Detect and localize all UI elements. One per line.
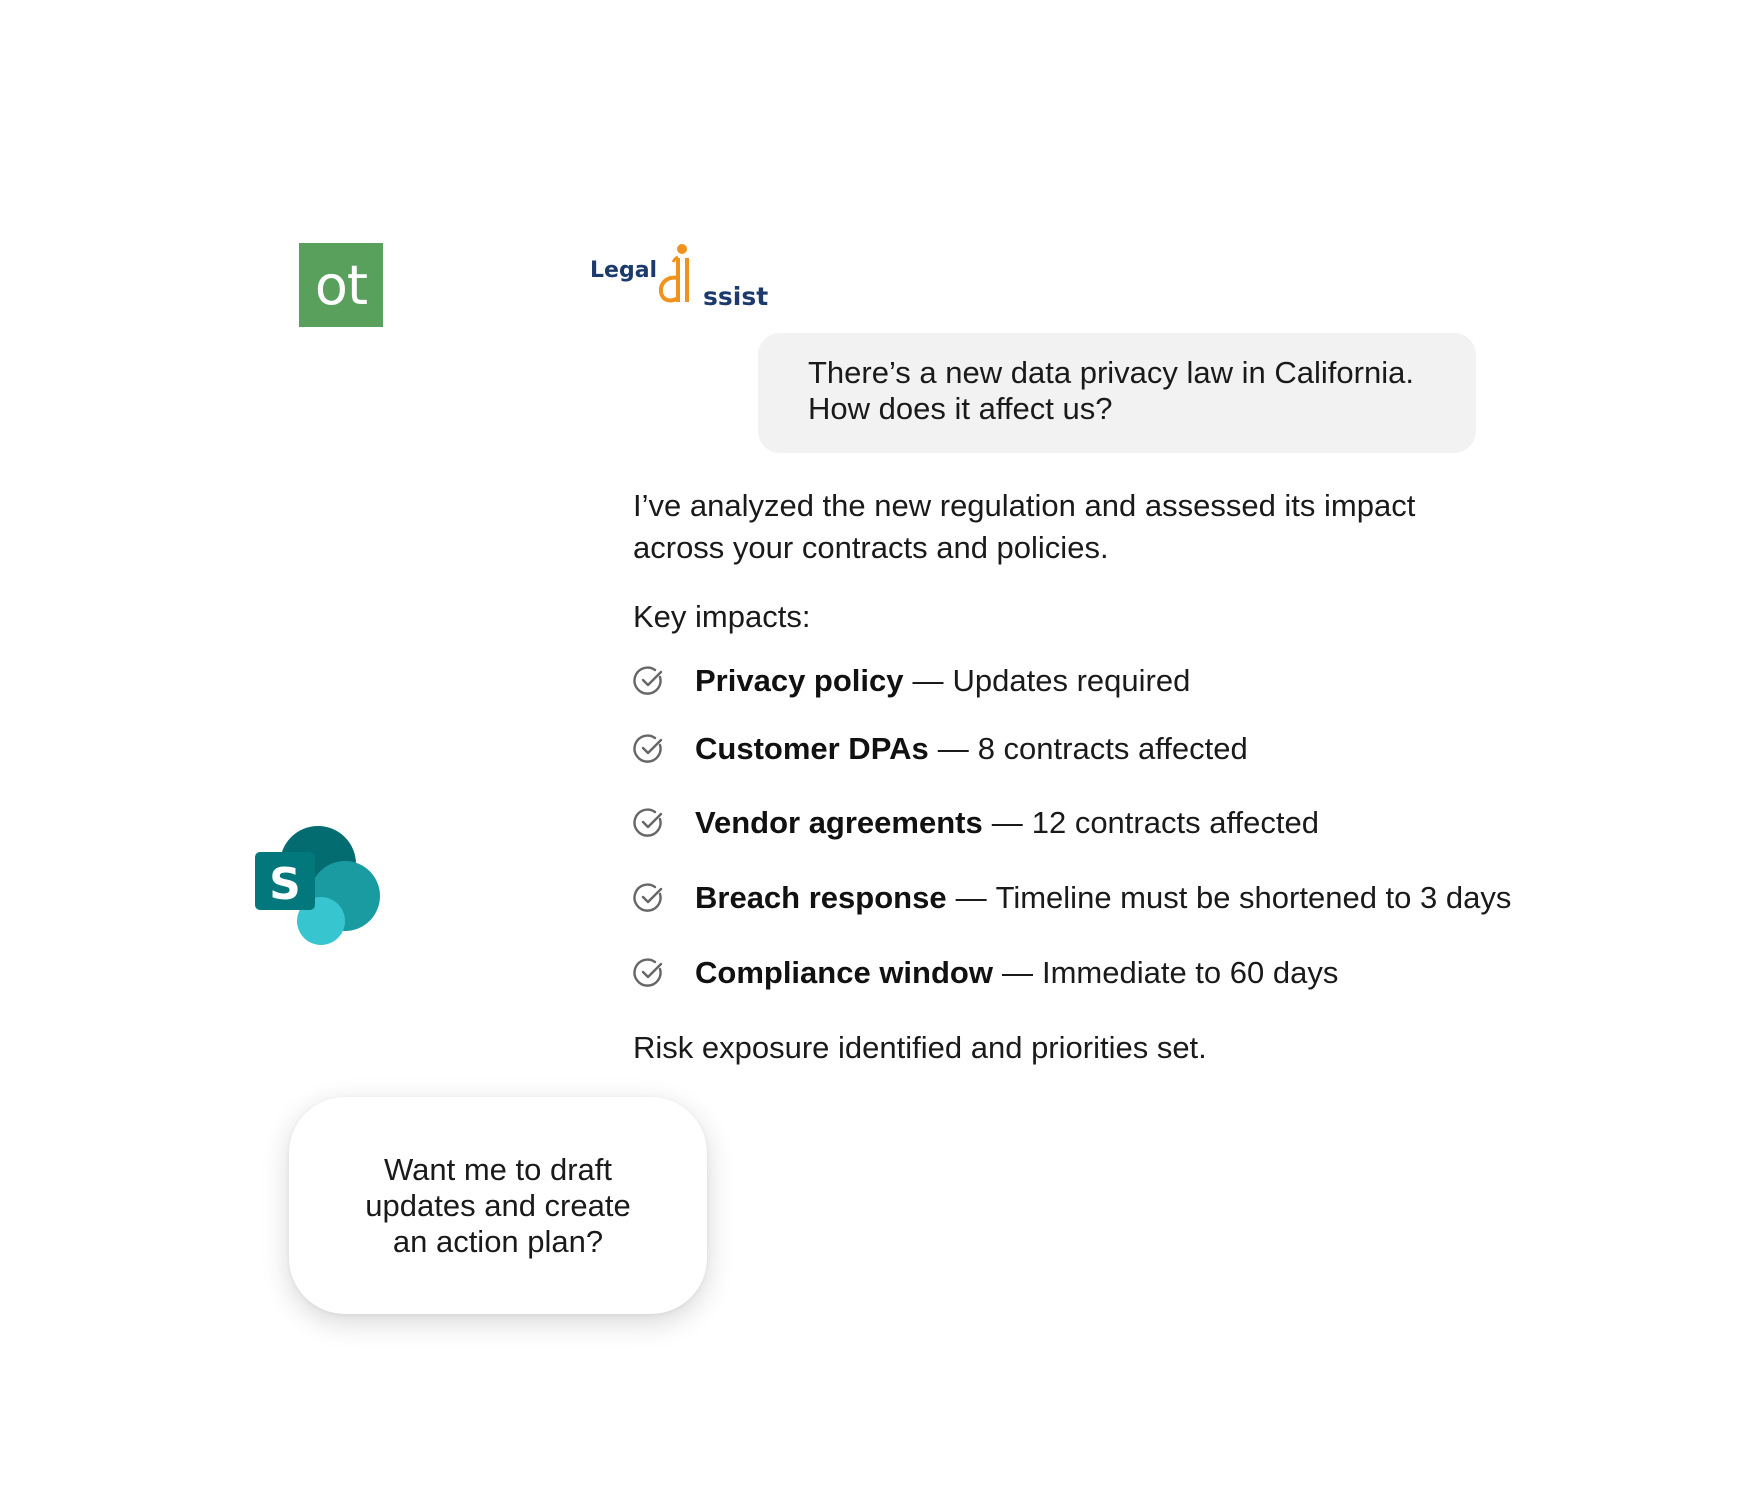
assistant-reply bbox=[633, 485, 1633, 1065]
impact-detail: 12 contracts affected bbox=[1031, 805, 1319, 840]
legal-assist-logo-word2: ssist bbox=[703, 282, 769, 311]
impact-item bbox=[633, 729, 1248, 769]
impact-separator: — bbox=[991, 805, 1023, 840]
sharepoint-logo-icon bbox=[255, 825, 380, 945]
ot-logo bbox=[299, 243, 383, 327]
check-circle-icon bbox=[633, 957, 665, 989]
impact-detail: Timeline must be shortened to 3 days bbox=[995, 880, 1512, 915]
impact-separator: — bbox=[912, 663, 944, 698]
user-message-bubble bbox=[758, 333, 1476, 453]
impact-name: Breach response bbox=[695, 880, 947, 915]
impact-item bbox=[633, 661, 1190, 701]
legal-assist-a-mark-icon bbox=[656, 242, 700, 306]
legal-assist-logo bbox=[590, 242, 769, 314]
check-circle-icon bbox=[633, 733, 665, 765]
check-circle-icon bbox=[633, 665, 665, 697]
check-circle-icon bbox=[633, 882, 665, 914]
impact-item bbox=[633, 953, 1338, 993]
impact-separator: — bbox=[1001, 955, 1033, 990]
impact-separator: — bbox=[937, 731, 969, 766]
impact-name: Compliance window bbox=[695, 955, 993, 990]
legal-assist-logo-word1: Legal bbox=[590, 258, 658, 283]
followup-text: Want me to draft updates and create an action plan? bbox=[365, 1151, 631, 1259]
user-message-text: There’s a new data privacy law in California. How does it affect us? bbox=[808, 355, 1414, 426]
impact-item bbox=[633, 803, 1319, 843]
key-impacts-label: Key impacts: bbox=[633, 599, 811, 634]
followup-suggestion-button[interactable] bbox=[289, 1097, 707, 1314]
ot-logo-text: ot bbox=[314, 253, 368, 317]
impact-name: Customer DPAs bbox=[695, 731, 929, 766]
check-circle-icon bbox=[633, 807, 665, 839]
impact-name: Privacy policy bbox=[695, 663, 904, 698]
sharepoint-logo-letter: S bbox=[269, 859, 301, 910]
impact-detail: 8 contracts affected bbox=[977, 731, 1248, 766]
reply-intro: I’ve analyzed the new regulation and assessed its impact across your contracts and policies. bbox=[633, 488, 1416, 565]
impact-separator: — bbox=[955, 880, 987, 915]
impact-item bbox=[633, 878, 1511, 918]
impact-detail: Immediate to 60 days bbox=[1041, 955, 1339, 990]
impact-name: Vendor agreements bbox=[695, 805, 983, 840]
impact-detail: Updates required bbox=[952, 663, 1191, 698]
reply-closing: Risk exposure identified and priorities set. bbox=[633, 1030, 1207, 1065]
